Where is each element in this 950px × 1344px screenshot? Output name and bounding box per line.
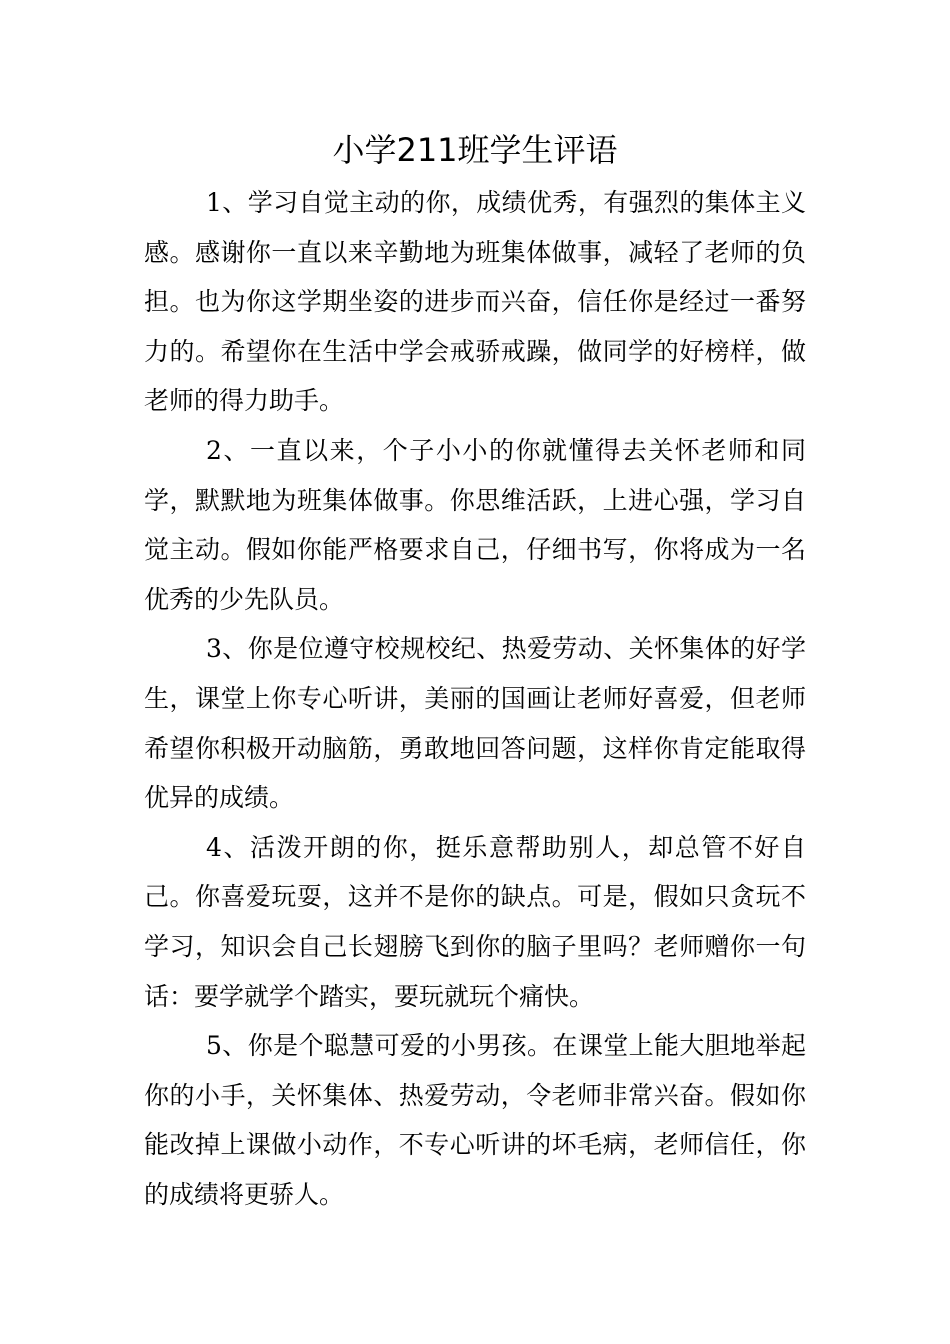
comment-paragraph-1: 1、学习自觉主动的你，成绩优秀，有强烈的集体主义感。感谢你一直以来辛勤地为班集体做事，减轻了老师的负担。也为你这学期坐姿的进步而兴奋，信任你是经过一番努力的。希望你在生活中学会戒骄戒躁，做同学的好榜样，做老师的得力助手。 — [144, 188, 806, 416]
comment-paragraph-4: 4、活泼开朗的你，挺乐意帮助别人，却总管不好自己。你喜爱玩耍，这并不是你的缺点。可是，假如只贪玩不学习，知识会自己长翅膀飞到你的脑子里吗？老师赠你一句话：要学就学个踏实，要玩就玩个痛快。 — [144, 832, 806, 1011]
comment-paragraph-5: 5、你是个聪慧可爱的小男孩。在课堂上能大胆地举起你的小手，关怀集体、热爱劳动，令老师非常兴奋。假如你能改掉上课做小动作，不专心听讲的坏毛病，老师信任，你的成绩将更骄人。 — [144, 1031, 806, 1209]
page-title: 小学211班学生评语 — [332, 131, 618, 169]
comment-paragraph-2: 2、一直以来，个子小小的你就懂得去关怀老师和同学，默默地为班集体做事。你思维活跃，上进心强，学习自觉主动。假如你能严格要求自己，仔细书写，你将成为一名优秀的少先队员。 — [144, 435, 806, 614]
document-body — [144, 178, 806, 1219]
comment-paragraph-3: 3、你是位遵守校规校纪、热爱劳动、关怀集体的好学生，课堂上你专心听讲，美丽的国画让老师好喜爱，但老师希望你积极开动脑筋，勇敢地回答问题，这样你肯定能取得优异的成绩。 — [144, 634, 806, 813]
